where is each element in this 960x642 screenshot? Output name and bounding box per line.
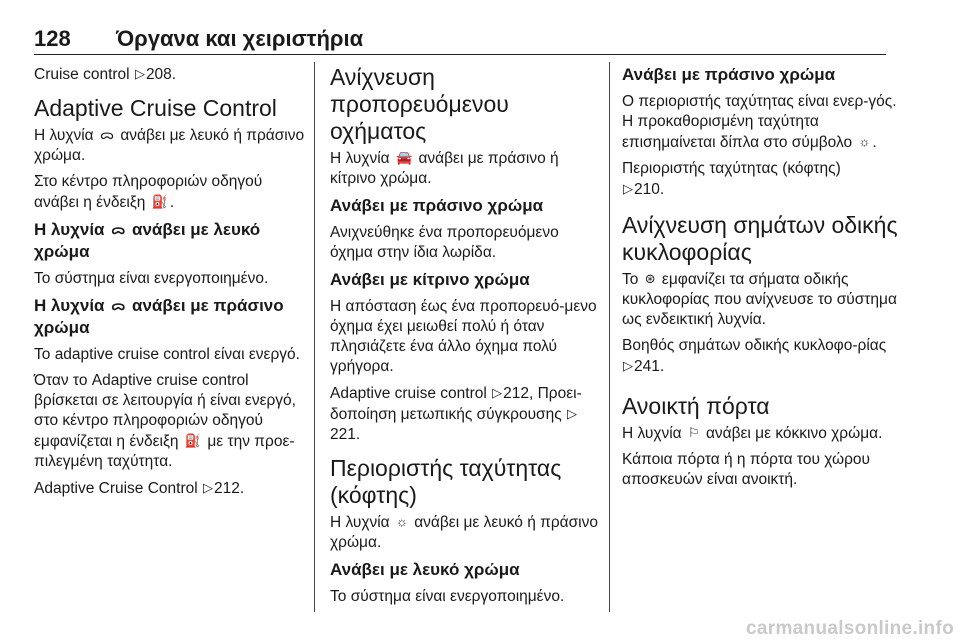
heading-lights-yellow: Ανάβει με κίτρινο χρώμα	[330, 270, 530, 289]
heading-lamp-white: Η λυχνία ᯅ ανάβει με λευκό χρώμα	[34, 220, 261, 261]
reference-arrow-icon: ▷	[492, 385, 503, 400]
vehicle-detected-text: Ανιχνεύθηκε ένα προπορευόμενο όχημα στην ίδια λωρίδα.	[330, 224, 559, 261]
limiter-active-text: Ο περιοριστής ταχύτητας είναι ενερ-γός. Η προκαθορισμένη ταχύτητα επισημαίνεται δίπλα στο σύμβολο ☼ .	[622, 93, 897, 151]
heading-vehicle-ahead-detection: Ανίχνευση προπορευόμενου οχήματος	[330, 64, 509, 144]
speed-limiter-reference: Περιοριστής ταχύτητας (κόφτης) ▷210.	[622, 160, 841, 198]
reference-arrow-icon: ▷	[567, 406, 578, 421]
speed-limiter-lamp-description: Η λυχνία ☼ ανάβει με λευκό ή πράσινο χρώμα.	[330, 514, 599, 551]
acc-indicator-description: Στο κέντρο πληροφοριών οδηγού ανάβει η ένδειξη ⛽ .	[34, 173, 263, 211]
related-references: Adaptive cruise control ▷212, Προει-δοποίηση μετωπικής σύγκρουσης ▷221.	[330, 385, 582, 443]
sign-recognition-icon: ⊛	[644, 271, 656, 286]
header-rule	[34, 54, 886, 55]
page-reference-link[interactable]: 210.	[634, 181, 665, 198]
reference-arrow-icon: ▷	[623, 358, 633, 373]
page-reference-link[interactable]: 221.	[330, 426, 361, 443]
cruise-control-icon: ᯅ	[111, 298, 126, 313]
column-divider-2	[609, 62, 610, 612]
column-2	[330, 64, 602, 613]
vehicle-ahead-lamp-description: Η λυχνία 🚘 ανάβει με πράσινο ή κίτρινο χρώμα.	[330, 150, 559, 187]
speed-limiter-icon: ☼	[858, 134, 871, 149]
page-number: 128	[34, 26, 71, 51]
heading-lights-white: Ανάβει με λευκό χρώμα	[330, 560, 520, 579]
reference-arrow-icon: ▷	[623, 181, 633, 196]
door-open-text: Κάποια πόρτα ή η πόρτα του χώρου αποσκευών είναι ανοικτή.	[622, 451, 870, 488]
page-reference-link[interactable]: 212.	[214, 480, 245, 497]
column-1	[34, 64, 306, 505]
speed-limiter-icon: ☼	[395, 514, 408, 529]
cruise-control-icon: ᯅ	[99, 127, 115, 142]
column-divider-1	[314, 62, 315, 612]
distance-warning-text: Η απόσταση έως ένα προπορευό-μενο όχημα έχει μειωθεί πολύ ή όταν πλησιάζετε ένα άλλο όχημα πολύ γρήγορα.	[330, 298, 597, 375]
door-open-icon: ⚐	[687, 425, 700, 440]
reference-arrow-icon: ▷	[134, 66, 145, 81]
heading-lights-green: Ανάβει με πράσινο χρώμα	[622, 65, 836, 84]
page-header	[34, 26, 886, 56]
heading-speed-limiter: Περιοριστής ταχύτητας (κόφτης)	[330, 455, 562, 508]
acc-lamp-description: Η λυχνία ᯅ ανάβει με λευκό ή πράσινο χρώμα.	[34, 127, 305, 164]
heading-traffic-sign-recognition: Ανίχνευση σημάτων οδικής κυκλοφορίας	[622, 212, 898, 265]
cruise-control-reference: Cruise control ▷208.	[34, 66, 177, 83]
heading-door-open: Ανοικτή πόρτα	[622, 393, 770, 419]
acc-reference: Adaptive Cruise Control ▷212.	[34, 480, 245, 497]
cruise-control-icon: ᯅ	[111, 222, 126, 237]
door-lamp-description: Η λυχνία ⚐ ανάβει με κόκκινο χρώμα.	[622, 425, 883, 442]
heading-lamp-green: Η λυχνία ᯅ ανάβει με πράσινο χρώμα	[34, 296, 284, 337]
sign-assistant-reference: Βοηθός σημάτων οδικής κυκλοφο-ρίας ▷241.	[622, 337, 887, 375]
heading-adaptive-cruise-control: Adaptive Cruise Control	[34, 95, 277, 121]
car-icon: 🚘	[395, 150, 413, 165]
running-title: Όργανα και χειριστήρια	[116, 26, 364, 51]
limiter-enabled-text: Το σύστημα είναι ενεργοποιημένο.	[330, 588, 565, 605]
watermark: carmanualsonline.info	[746, 618, 954, 639]
system-enabled-text: Το σύστημα είναι ενεργοποιημένο.	[34, 270, 269, 287]
heading-lights-green: Ανάβει με πράσινο χρώμα	[330, 196, 544, 215]
column-3	[622, 64, 902, 496]
page-reference-link[interactable]: 208.	[145, 66, 177, 83]
acc-speed-display-text: Όταν το Adaptive cruise control βρίσκεται σε λειτουργία ή είναι ενεργό, στο κέντρο πληροφοριών οδηγού εμφανίζεται η ένδειξη ⛽ με την προε-πιλεγμένη ταχύτητα.	[34, 372, 296, 470]
reference-arrow-icon: ▷	[203, 480, 214, 495]
page-reference-link[interactable]: 241.	[634, 358, 665, 375]
acc-active-text: Το adaptive cruise control είναι ενεργό.	[34, 346, 300, 363]
sign-indicator-icon: ⛽	[184, 433, 202, 448]
sign-recognition-description: Το ⊛ εμφανίζει τα σήματα οδικής κυκλοφορίας που ανίχνευσε το σύστημα ως ενδεικτική λυχνία.	[622, 271, 897, 328]
sign-indicator-icon: ⛽	[151, 194, 168, 209]
